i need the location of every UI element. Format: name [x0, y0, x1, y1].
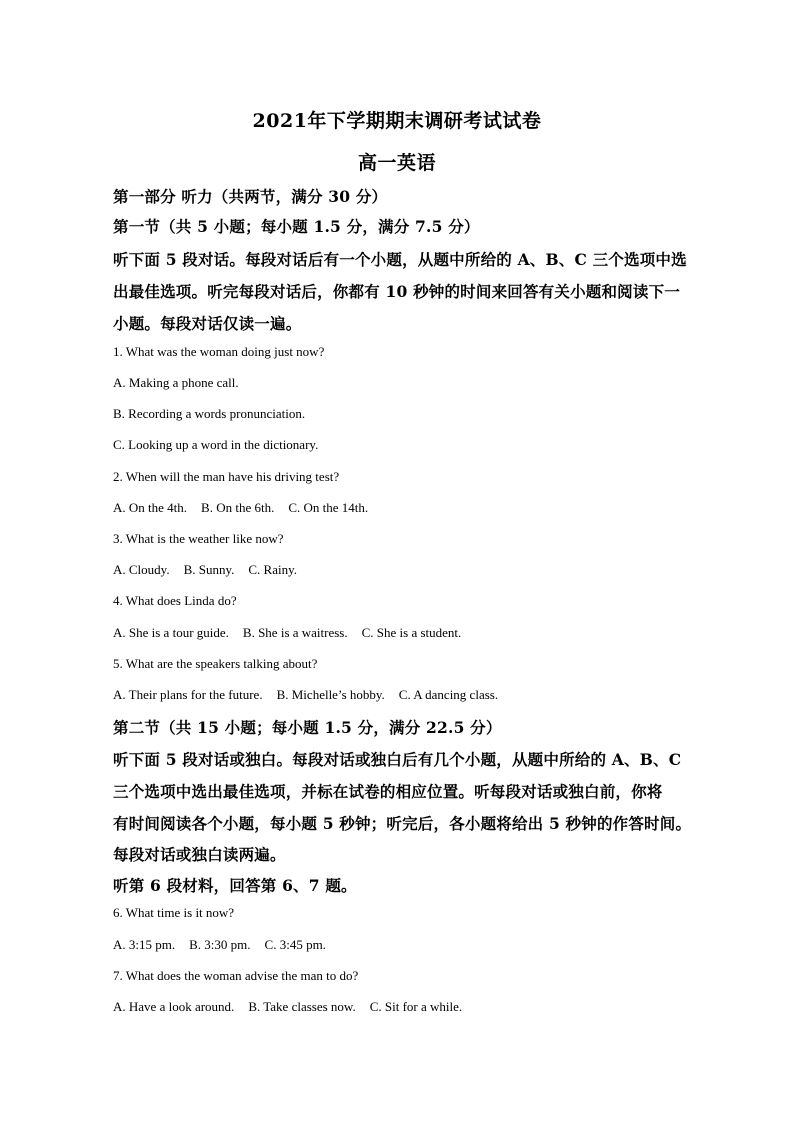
section2-heading: 第二节（共 15 小题；每小题 1.5 分，满分 22.5 分） — [113, 718, 502, 737]
question-option: A. Cloudy. — [113, 562, 170, 577]
question-option: C. 3:45 pm. — [264, 937, 326, 952]
question-option: B. She is a waitress. — [242, 625, 348, 640]
question-stem: 3. What is the weather like now? — [113, 531, 284, 546]
question-option: C. Looking up a word in the dictionary. — [113, 437, 319, 452]
section2-instruction-line: 每段对话或独白读两遍。 — [113, 845, 286, 864]
question-option: B. Take classes now. — [248, 999, 356, 1014]
question-option: A. She is a tour guide. — [113, 625, 229, 640]
section1-instruction-line: 听下面 5 段对话。每段对话后有一个小题，从题中所给的 A、B、C 三个选项中选 — [113, 250, 687, 269]
question-stem: 5. What are the speakers talking about? — [113, 656, 318, 671]
question-options-row — [113, 687, 512, 703]
material-heading: 听第 6 段材料，回答第 6、7 题。 — [113, 876, 357, 895]
question-options-row — [113, 937, 340, 953]
question-option: B. 3:30 pm. — [189, 937, 251, 952]
question-stem: 6. What time is it now? — [113, 905, 235, 920]
question-option: B. Michelle’s hobby. — [276, 687, 385, 702]
exam-title: 2021年下学期期末调研考试试卷 — [252, 110, 542, 132]
question-options-row — [113, 625, 475, 641]
question-options-row — [113, 999, 476, 1015]
question-option: C. Rainy. — [248, 562, 298, 577]
question-option: C. Sit for a while. — [369, 999, 463, 1014]
question-option: A. On the 4th. — [113, 500, 188, 515]
question-option: C. On the 14th. — [288, 500, 369, 515]
question-stem: 1. What was the woman doing just now? — [113, 344, 325, 359]
section2-instruction-line: 听下面 5 段对话或独白。每段对话或独白后有几个小题，从题中所给的 A、B、C — [113, 750, 682, 769]
section1-heading: 第一节（共 5 小题；每小题 1.5 分，满分 7.5 分） — [113, 217, 480, 236]
question-stem: 2. When will the man have his driving test? — [113, 469, 340, 484]
question-option: C. She is a student. — [361, 625, 462, 640]
exam-subject: 高一英语 — [357, 152, 436, 174]
question-stem: 4. What does Linda do? — [113, 593, 237, 608]
question-option: B. Sunny. — [183, 562, 235, 577]
question-options-row — [113, 562, 311, 578]
question-option: A. Have a look around. — [113, 999, 235, 1014]
section2-instruction-line: 三个选项中选出最佳选项，并标在试卷的相应位置。听每段对话或独白前，你将 — [113, 782, 663, 801]
question-option: B. On the 6th. — [201, 500, 275, 515]
question-options-row — [113, 500, 382, 516]
question-option: A. 3:15 pm. — [113, 937, 176, 952]
question-option: B. Recording a words pronunciation. — [113, 406, 306, 421]
question-option: A. Making a phone call. — [113, 375, 239, 390]
section1-instruction-line: 出最佳选项。听完每段对话后，你都有 10 秒钟的时间来回答有关小题和阅读下一 — [113, 282, 680, 301]
question-option: A. Their plans for the future. — [113, 687, 263, 702]
question-option: C. A dancing class. — [398, 687, 499, 702]
part1-heading: 第一部分 听力（共两节，满分 30 分） — [113, 187, 388, 206]
section2-instruction-line: 有时间阅读各个小题，每小题 5 秒钟；听完后，各小题将给出 5 秒钟的作答时间。 — [113, 814, 692, 833]
section1-instruction-line: 小题。每段对话仅读一遍。 — [113, 314, 302, 333]
question-stem: 7. What does the woman advise the man to do? — [113, 968, 359, 983]
